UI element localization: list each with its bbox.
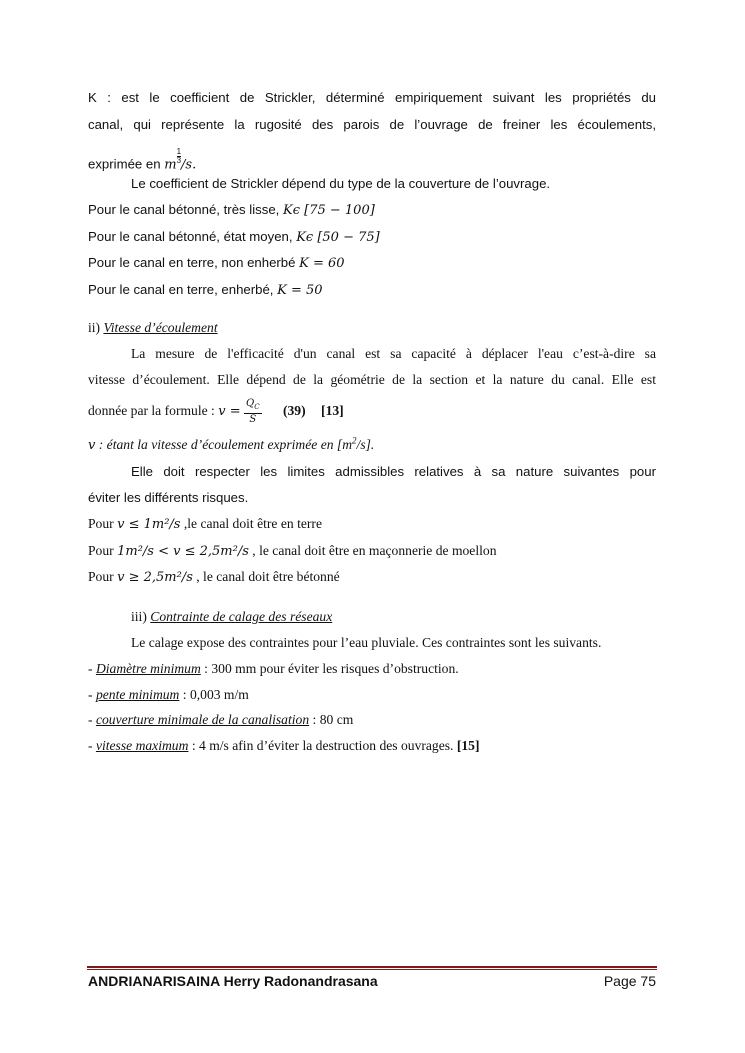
velocity-rule: Pour v ≥ 2,5m²/s , le canal doit être bétonné — [88, 569, 340, 585]
vitesse-para-line-1: La mesure de l'efficacité d'un canal est sa capacité à déplacer l'eau c’est-à-dire sa — [131, 346, 656, 361]
footer-rule — [87, 969, 657, 970]
case-text: Pour le canal en terre, enherbé, — [88, 282, 278, 297]
footer-author: ANDRIANARISAINA Herry Radonandrasana — [88, 973, 378, 989]
vitesse-para-line-2: vitesse d’écoulement. Elle dépend de la géométrie de la section et la nature du canal. Elle est — [88, 372, 656, 387]
formula-lhs: v = — [218, 404, 241, 419]
heading-number: iii) — [131, 609, 151, 624]
item-label: vitesse maximum — [95, 738, 189, 753]
heading-title: Vitesse d’écoulement — [103, 320, 218, 335]
calage-intro: Le calage expose des contraintes pour l’eau pluviale. Ces contraintes sont les suivants. — [131, 635, 602, 650]
formula-prefix: donnée par la formule : — [88, 403, 219, 418]
rule-math: 1m²/s < v ≤ 2,5m²/s — [117, 544, 249, 559]
heading-number: ii) — [88, 320, 104, 335]
case-text: Pour le canal en terre, non enherbé — [88, 255, 300, 270]
rule-math: v ≤ 1m²/s — [117, 517, 181, 532]
footer-rule — [87, 966, 657, 968]
def-end: /s]. — [356, 437, 375, 452]
strickler-case — [88, 282, 656, 299]
limits-line-2: éviter les différents risques. — [88, 490, 249, 505]
section-heading-vitesse — [88, 320, 656, 336]
strickler-line-3 — [88, 148, 656, 173]
item-label: Diamètre minimum — [95, 661, 201, 676]
reference: [15] — [456, 738, 480, 753]
strickler-case — [88, 255, 656, 272]
item-label: couverture minimale de la canalisation — [95, 712, 310, 727]
strickler-depends: Le coefficient de Strickler dépend du type de la couverture de l’ouvrage. — [131, 176, 551, 191]
section-heading-calage — [88, 609, 656, 625]
calage-item: - couverture minimale de la canalisation : 80 cm — [88, 712, 354, 727]
strickler-case — [88, 229, 656, 246]
equation-number: (39) — [282, 403, 306, 418]
unit-m: m — [164, 157, 177, 173]
case-text: Pour le canal bétonné, très lisse, — [88, 202, 283, 217]
strickler-line-1: K : est le coefficient de Strickler, déterminé empiriquement suivant les propriétés du — [88, 90, 656, 105]
heading-title: Contrainte de calage des réseaux — [150, 609, 333, 624]
calage-item: - pente minimum : 0,003 m/m — [88, 687, 249, 702]
calage-item: - vitesse maximum : 4 m/s afin d’éviter la destruction des ouvrages. [15] — [88, 738, 480, 753]
formula-fraction: $\frac{Q_C}{S}$ — [246, 398, 260, 426]
unit-suffix: /s. — [181, 157, 197, 173]
unit-prefix: exprimée en — [88, 156, 165, 172]
reference: [13] — [321, 403, 344, 418]
calage-item: - Diamètre minimum : 300 mm pour éviter les risques d’obstruction. — [88, 661, 459, 676]
limits-line-1: Elle doit respecter les limites admissibles relatives à sa nature suivantes pour — [131, 464, 656, 479]
def-symbol: v — [88, 438, 96, 453]
velocity-rule: Pour 1m²/s < v ≤ 2,5m²/s , le canal doit être en maçonnerie de moellon — [88, 543, 497, 559]
vitesse-formula-line — [88, 398, 656, 425]
item-label: pente minimum — [95, 687, 180, 702]
case-math: K = 60 — [299, 256, 345, 271]
strickler-case — [88, 202, 656, 219]
document-page — [88, 0, 656, 1053]
velocity-rule: Pour v ≤ 1m²/s ,le canal doit être en terre — [88, 516, 322, 532]
rule-math: v ≥ 2,5m²/s — [117, 570, 193, 585]
strickler-line-2: canal, qui représente la rugosité des parois de l’ouvrage de freiner les écoulements, — [88, 117, 656, 132]
case-math: Kϵ [75 − 100] — [283, 203, 375, 218]
vitesse-definition: v : étant la vitesse d’écoulement exprimée en $[m^2/s]$. — [88, 435, 375, 453]
case-text: Pour le canal bétonné, état moyen, — [88, 229, 297, 244]
unit-exponent: $\frac{1}{3}$ — [176, 147, 182, 165]
case-math: K = 50 — [277, 283, 323, 298]
page-number: Page 75 — [603, 973, 656, 989]
def-text: : étant la vitesse d’écoulement exprimée en [m — [95, 437, 353, 452]
case-math: Kϵ [50 − 75] — [296, 230, 380, 245]
